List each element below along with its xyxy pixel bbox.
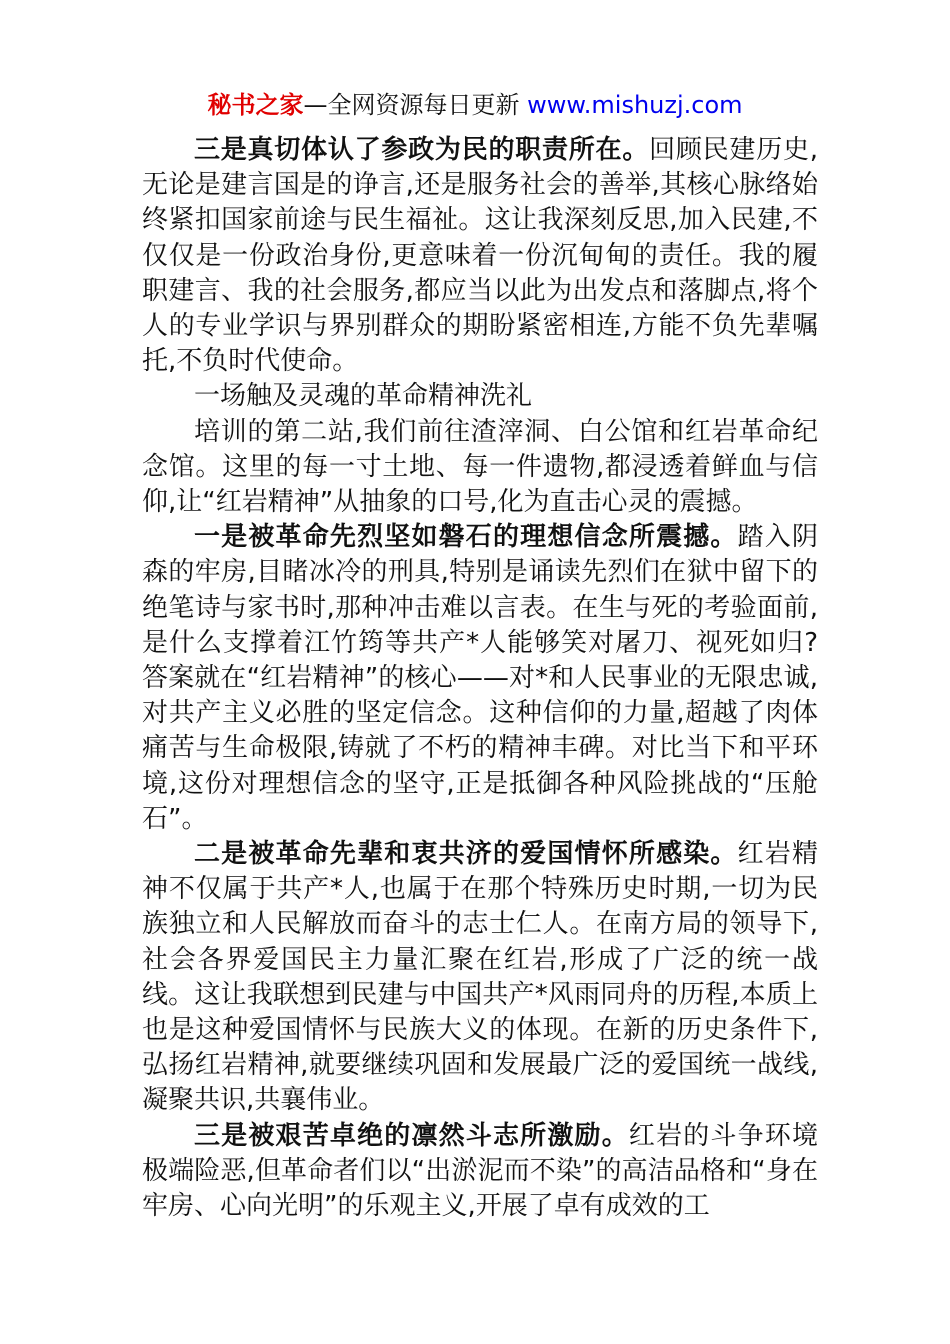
paragraph-text: 踏入阴森的牢房,目睹冰冷的刑具,特别是诵读先烈们在狱中留下的绝笔诗与家书时,那种冲击难以言表。在生与死的考验面前,是什么支撑着江竹筠等共产*人能够笑对屠刀、视死如归?答案就在“红岩精神”的核心——对*和人民事业的无限忠诚,对共产主义必胜的坚定信念。这种信仰的力量,超越了肉体痛苦与生命极限,铸就了不朽的精神丰碑。对比当下和平环境,这份对理想信念的坚守,正是抵御各种风险挑战的“压舱石”。 <box>142 522 818 834</box>
header-site-link[interactable]: www.mishuzj.com <box>527 91 743 119</box>
section-heading <box>142 379 818 414</box>
paragraph <box>142 133 818 379</box>
paragraph <box>142 520 818 837</box>
header-separator: —全网资源每日更新 <box>303 91 528 119</box>
paragraph-lead: 二是被革命先辈和衷共济的爱国情怀所感染。 <box>194 839 738 870</box>
paragraph-text: 红岩精神不仅属于共产*人,也属于在那个特殊历史时期,一切为民族独立和人民解放而奋斗的志士仁人。在南方局的领导下,社会各界爱国民主力量汇聚在红岩,形成了广泛的统一战线。这让我联想到民建与中国共产*风雨同舟的历程,本质上也是这种爱国情怀与民族大义的体现。在新的历史条件下,弘扬红岩精神,就要继续巩固和发展最广泛的爱国统一战线,凝聚共识,共襄伟业。 <box>142 839 818 1116</box>
paragraph <box>142 415 818 521</box>
paragraph <box>142 1119 818 1225</box>
document-body <box>142 133 818 1224</box>
paragraph-lead: 三是真切体认了参政为民的职责所在。 <box>194 135 650 165</box>
paragraph-text: 培训的第二站,我们前往渣滓洞、白公馆和红岩革命纪念馆。这里的每一寸土地、每一件遗物,都浸透着鲜血与信仰,让“红岩精神”从抽象的口号,化为直击心灵的震撼。 <box>142 416 818 518</box>
paragraph-lead: 三是被艰苦卓绝的凛然斗志所激励。 <box>194 1120 629 1151</box>
paragraph-text: 红岩的斗争环境极端险恶,但革命者们以“出淤泥而不染”的高洁品格和“身在牢房、心向光明”的乐观主义,开展了卓有成效的工 <box>142 1120 818 1222</box>
paragraph-lead: 一是被革命先烈坚如磐石的理想信念所震撼。 <box>194 522 738 553</box>
section-heading-text: 一场触及灵魂的革命精神洗礼 <box>194 381 533 412</box>
header-brand: 秘书之家 <box>207 91 304 119</box>
paragraph <box>142 837 818 1119</box>
page-header <box>0 88 950 122</box>
paragraph-text: 回顾民建历史,无论是建言国是的诤言,还是服务社会的善举,其核心脉络始终紧扣国家前途与民生福祉。这让我深刻反思,加入民建,不仅仅是一份政治身份,更意味着一份沉甸甸的责任。我的履职建言、我的社会服务,都应当以此为出发点和落脚点,将个人的专业学识与界别群众的期盼紧密相连,方能不负先辈嘱托,不负时代使命。 <box>142 135 818 377</box>
